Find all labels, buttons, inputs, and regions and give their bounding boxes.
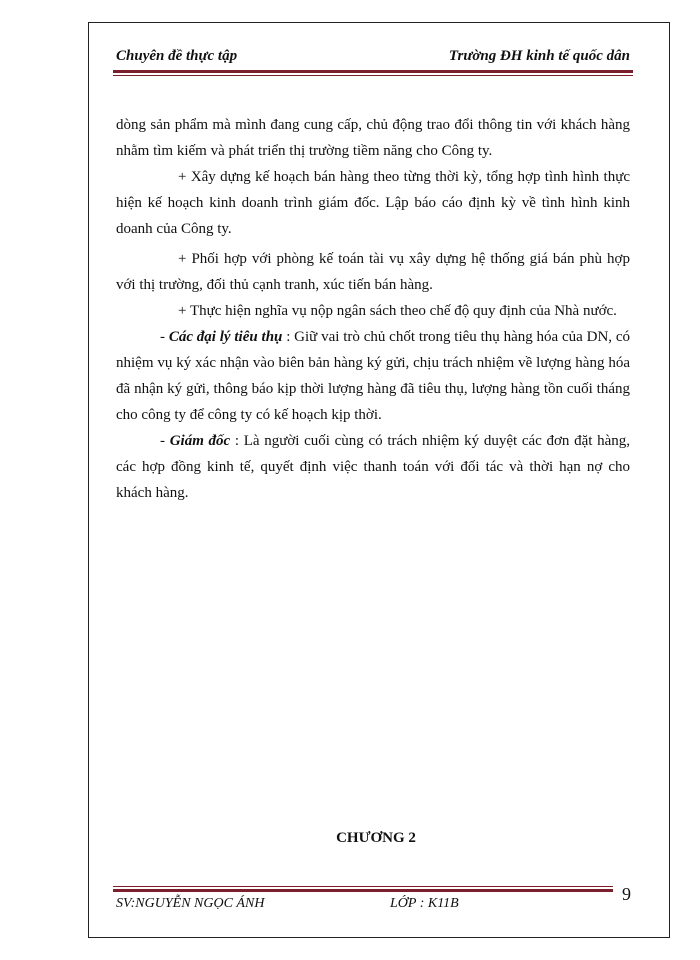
page-header [116,48,630,70]
term-sales-agents: Các đại lý tiêu thụ [168,329,283,345]
page-number: 9 [622,884,631,904]
paragraph-1: dòng sản phẩm mà mình đang cung cấp, chủ động trao đổi thông tin với khách hàng nhằm tìm kiếm và phát triển thị trường tiềm năng cho Công ty. [116,117,630,159]
header-document-type: Chuyên đề thực tập [116,48,238,64]
header-rule-thick [113,70,633,73]
paragraph-6-text: : Là người cuối cùng có trách nhiệm ký duyệt các đơn đặt hàng, các hợp đồng kinh tế, quyết định việc thanh toán với đối tác và thời hạn nợ cho khách hàng. [116,433,631,501]
footer-rule-thin [113,886,613,887]
chapter-heading: CHƯƠNG 2 [336,830,416,846]
header-rule-thin [113,75,633,76]
term-director: Giám đốc [169,433,231,449]
header-university: Trường ĐH kinh tế quốc dân [448,48,630,64]
body-text [116,112,630,506]
paragraph-4: + Thực hiện nghĩa vụ nộp ngân sách theo chế độ quy định của Nhà nước. [178,303,617,319]
paragraph-6 [116,428,630,506]
footer-rule-thick [113,889,613,892]
paragraph-6-dash: - [160,433,170,449]
paragraph-5-dash: - [160,329,169,345]
paragraph-2: + Xây dựng kế hoạch bán hàng theo từng thời kỳ, tổng hợp tình hình thực hiện kế hoạch kinh doanh trình giám đốc. Lập báo cáo định kỳ về tình hình kinh doanh của Công ty. [116,169,630,237]
paragraph-5 [116,324,630,428]
paragraph-3: + Phối hợp với phòng kế toán tài vụ xây dựng hệ thống giá bán phù hợp với thị trường, đối thủ cạnh tranh, xúc tiến bán hàng. [116,251,630,293]
paragraph-5-text: : Giữ vai trò chủ chốt trong tiêu thụ hàng hóa của DN, có nhiệm vụ ký xác nhận vào biên bản hàng ký gửi, chịu trách nhiệm về lượng hàng hóa đã nhận ký gửi, thông báo kịp thời lượng hàng đã tiêu thụ, lượng hàng tồn cuối tháng cho công ty để công ty có kế hoạch kịp thời. [116,329,631,423]
footer-class: LỚP : K11B [390,896,459,911]
footer-student-name: SV:NGUYỄN NGỌC ÁNH [116,896,265,911]
page-footer [116,896,636,916]
